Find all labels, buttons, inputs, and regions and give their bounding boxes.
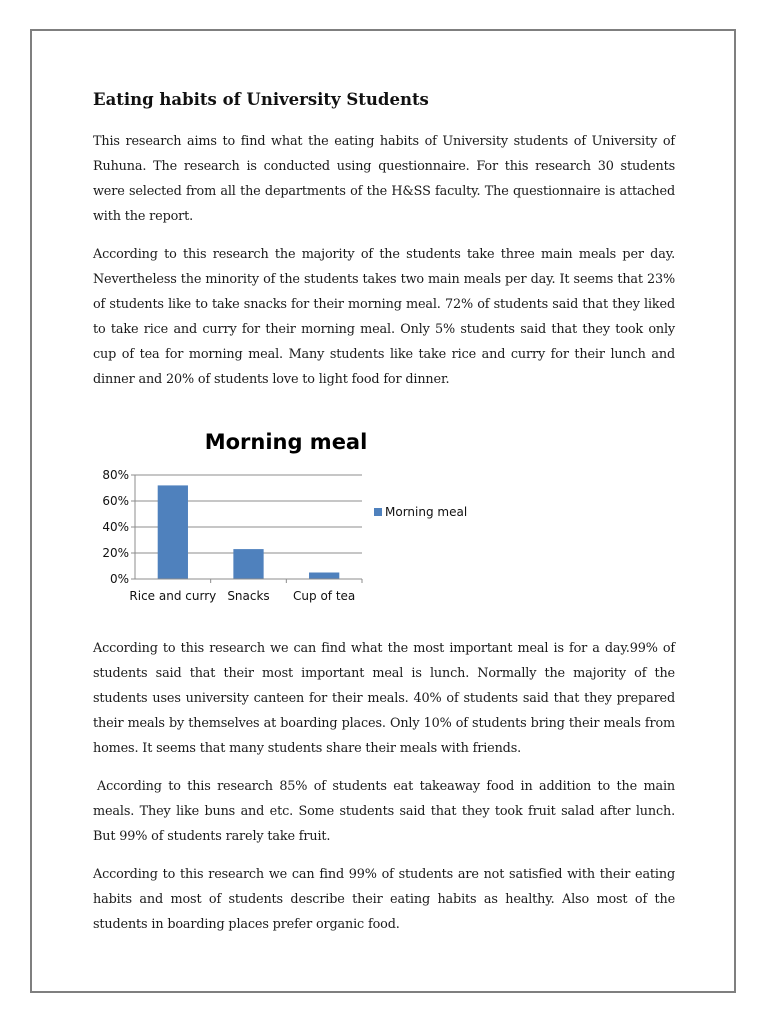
y-tick-label: 60% xyxy=(102,494,129,508)
bar xyxy=(233,549,263,579)
bar xyxy=(309,573,339,580)
chart-svg xyxy=(93,392,675,636)
paragraph-satisfaction: According to this research we can find 99% of students are not satisfied with their eating habits and most of students describe their eating habits as healthy. Also most of the students in boarding places prefer organic food. xyxy=(93,867,675,932)
paragraph-important-meal: According to this research we can find what the most important meal is for a day.99% of students said that their most important meal is lunch. Normally the majority of the students uses university canteen for their meals. 40% of students said that they prepared their meals by themselves at boarding places. Only 10% of students bring their meals from homes. It seems that many students share their meals with friends. xyxy=(93,641,675,756)
paragraph-intro: This research aims to find what the eating habits of University students of University of Ruhuna. The research is conducted using questionnaire. For this research 30 students were selected from all the departments of the H&SS faculty. The questionnaire is attached with the report. xyxy=(93,134,675,224)
paragraph-findings: According to this research the majority of the students take three main meals per day. Nevertheless the minority of the students takes two main meals per day. It seems that 23% of students like to take snacks for their morning meal. 72% of students said that they liked to take rice and curry for their morning meal. Only 5% students said that they took only cup of tea for morning meal. Many students like take rice and curry for their lunch and dinner and 20% of students love to light food for dinner. xyxy=(93,247,675,387)
bar xyxy=(158,485,188,579)
x-category-label: Snacks xyxy=(227,589,270,603)
morning-meal-chart xyxy=(93,392,675,636)
legend-swatch xyxy=(374,508,382,516)
paragraph-takeaway: According to this research 85% of students eat takeaway food in addition to the main meals. They like buns and etc. Some students said that they took fruit salad after lunch. But 99% of students rarely take fruit. xyxy=(93,779,675,844)
chart-title: Morning meal xyxy=(204,430,368,454)
legend-label: Morning meal xyxy=(385,505,468,519)
chart-bars xyxy=(158,485,340,579)
y-tick-label: 80% xyxy=(102,468,129,482)
y-tick-label: 0% xyxy=(109,572,129,586)
y-tick-label: 20% xyxy=(102,546,129,560)
chart-legend xyxy=(374,505,467,519)
x-category-label: Rice and curry xyxy=(129,589,217,603)
chart-labels xyxy=(102,468,355,603)
x-category-label: Cup of tea xyxy=(293,589,356,603)
document-body xyxy=(93,89,675,937)
document-title: Eating habits of University Students xyxy=(93,90,429,109)
y-tick-label: 40% xyxy=(102,520,129,534)
